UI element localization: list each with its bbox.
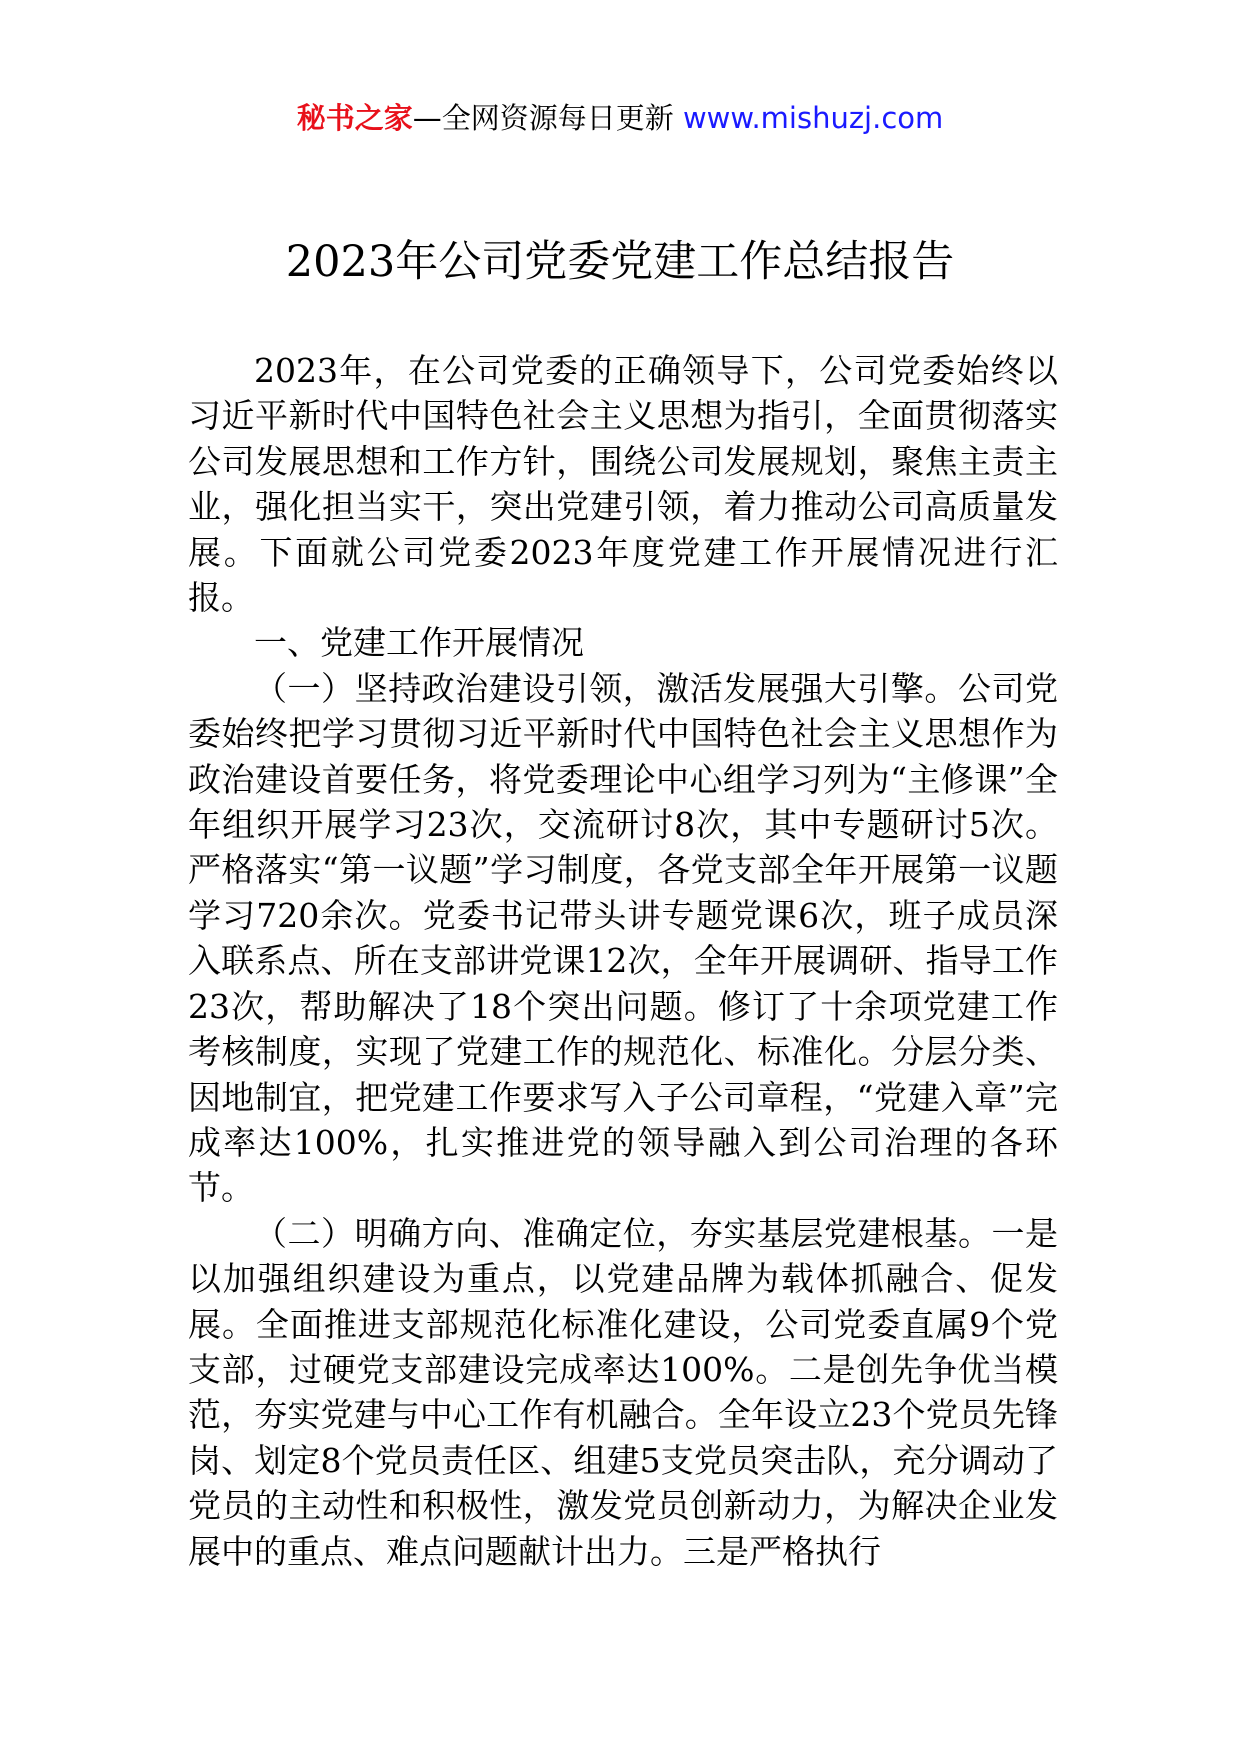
site-header bbox=[0, 98, 1240, 138]
document-title: 2023年公司党委党建工作总结报告 bbox=[285, 237, 955, 287]
intro-paragraph: 2023年，在公司党委的正确领导下，公司党委始终以习近平新时代中国特色社会主义思想为指引，全面贯彻落实公司发展思想和工作方针，围绕公司发展规划，聚焦主责主业，强化担当实干，突出党建引领，着力推动公司高质量发展。下面就公司党委2023年度党建工作开展情况进行汇报。 bbox=[188, 351, 1058, 618]
site-url-link[interactable]: www.mishuzj.com bbox=[682, 101, 944, 135]
section-heading: 一、党建工作开展情况 bbox=[254, 623, 584, 663]
paragraph-political-building: （一）坚持政治建设引领，激活发展强大引擎。公司党委始终把学习贯彻习近平新时代中国特色社会主义思想作为政治建设首要任务，将党委理论中心组学习列为“主修课”全年组织开展学习23次，交流研讨8次，其中专题研讨5次。严格落实“第一议题”学习制度，各党支部全年开展第一议题学习720余次。党委书记带头讲专题党课6次，班子成员深入联系点、所在支部讲党课12次，全年开展调研、指导工作23次，帮助解决了18个突出问题。修订了十余项党建工作考核制度，实现了党建工作的规范化、标准化。分层分类、因地制宜，把党建工作要求写入子公司章程，“党建入章”完成率达100%，扎实推进党的领导融入到公司治理的各环节。 bbox=[188, 668, 1058, 1208]
paragraph-grassroots-building: （二）明确方向、准确定位，夯实基层党建根基。一是以加强组织建设为重点，以党建品牌为载体抓融合、促发展。全面推进支部规范化标准化建设，公司党委直属9个党支部，过硬党支部建设完成率达100%。二是创先争优当模范，夯实党建与中心工作有机融合。全年设立23个党员先锋岗、划定8个党员责任区、组建5支党员突击队，充分调动了党员的主动性和积极性，激发党员创新动力，为解决企业发展中的重点、难点问题献计出力。三是严格执行 bbox=[188, 1213, 1058, 1571]
site-tagline: —全网资源每日更新 bbox=[412, 101, 683, 135]
document-body bbox=[188, 348, 1058, 1574]
site-brand: 秘书之家 bbox=[296, 101, 413, 135]
